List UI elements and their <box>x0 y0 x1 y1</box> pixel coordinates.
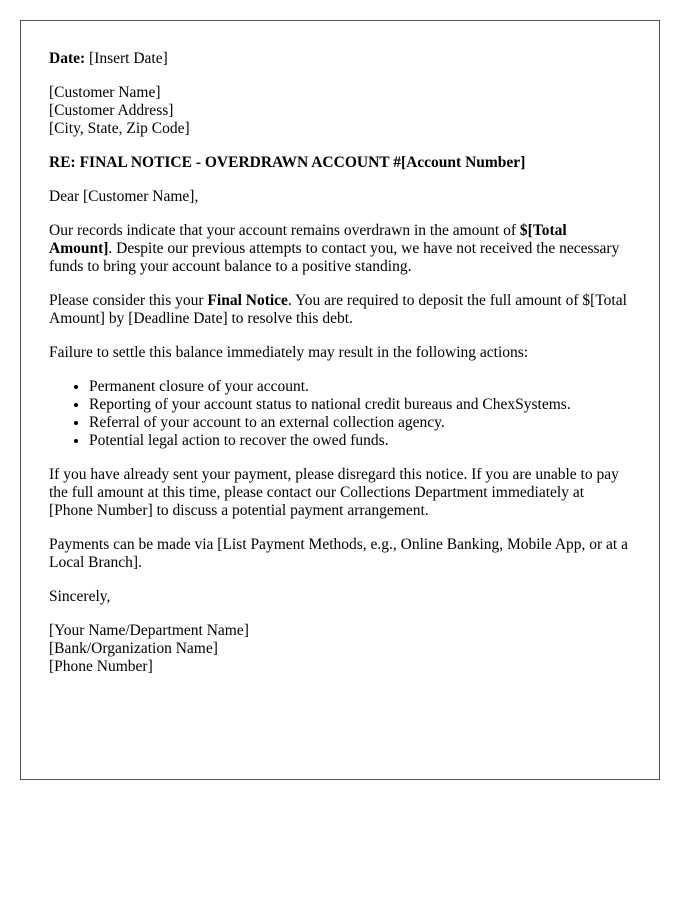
paragraph-payment-methods: Payments can be made via [List Payment Methods, e.g., Online Banking, Mobile App, or at a Local Branch]. <box>49 536 628 571</box>
paragraph-overdrawn <box>49 222 631 276</box>
action-item-closure: • Permanent closure of your account. <box>89 378 631 396</box>
recipient-address-block <box>49 84 631 138</box>
letter-page <box>20 20 660 780</box>
salutation: Dear [Customer Name], <box>49 188 199 205</box>
signature-block <box>49 622 631 676</box>
recipient-city-state-zip: [City, State, Zip Code] <box>49 120 190 137</box>
action-item-referral: • Referral of your account to an external collection agency. <box>89 414 631 432</box>
date-value: [Insert Date] <box>89 50 168 67</box>
subject-text: RE: FINAL NOTICE - OVERDRAWN ACCOUNT #[Account Number] <box>49 154 526 171</box>
paragraph-final-notice <box>49 292 631 328</box>
paragraph-overdrawn-amount: $[Total Amount] <box>49 222 567 257</box>
closing: Sincerely, <box>49 588 111 605</box>
subject-line <box>49 154 631 172</box>
action-item-reporting: • Reporting of your account status to national credit bureaus and ChexSystems. <box>89 396 631 414</box>
action-item-legal: • Potential legal action to recover the owed funds. <box>89 432 631 450</box>
paragraph-payment-contact: If you have already sent your payment, please disregard this notice. If you are unable to pay the full amount at this time, please contact our Collections Department immediately at [Phone Number] to discuss a potential payment arrangement. <box>49 466 619 519</box>
actions-list <box>49 378 631 450</box>
recipient-address: [Customer Address] <box>49 102 174 119</box>
recipient-name: [Customer Name] <box>49 84 161 101</box>
date-line <box>49 50 631 68</box>
paragraph-overdrawn-before: Our records indicate that your account remains overdrawn in the amount of <box>49 222 520 239</box>
paragraph-final-notice-before: Please consider this your <box>49 292 208 309</box>
paragraph-failure: Failure to settle this balance immediately may result in the following actions: <box>49 344 529 361</box>
signature-name: [Your Name/Department Name] <box>49 622 249 639</box>
date-label: Date: <box>49 50 86 67</box>
signature-organization: [Bank/Organization Name] <box>49 640 218 657</box>
signature-phone: [Phone Number] <box>49 658 153 675</box>
paragraph-final-notice-bold: Final Notice <box>207 292 288 309</box>
paragraph-overdrawn-after: . Despite our previous attempts to contact you, we have not received the necessary funds to bring your account balance to a positive standing. <box>49 240 620 275</box>
paragraph-final-notice-after: . You are required to deposit the full amount of $[Total Amount] by [Deadline Date] to resolve this debt. <box>49 292 627 327</box>
